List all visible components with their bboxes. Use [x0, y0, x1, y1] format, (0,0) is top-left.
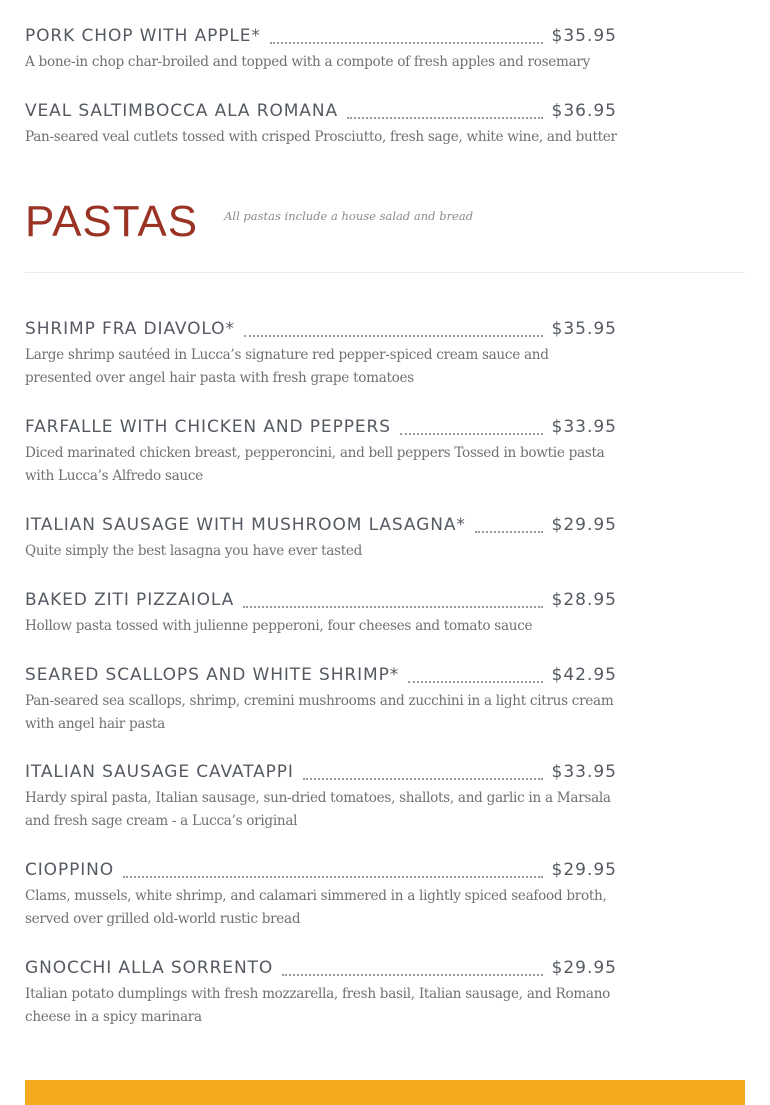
dot-leader	[400, 432, 543, 435]
menu-item-veal-saltimbocca	[25, 101, 617, 149]
menu-item-sausage-cavatappi	[25, 762, 617, 833]
dot-leader	[282, 973, 542, 976]
item-description: Diced marinated chicken breast, pepperoncini, and bell peppers Tossed in bowtie pasta with Lucca’s Alfredo sauce	[25, 445, 605, 484]
menu-item-header	[25, 958, 617, 980]
item-description: Italian potato dumplings with fresh mozzarella, fresh basil, Italian sausage, and Romano cheese in a spicy marinara	[25, 986, 611, 1025]
menu-item-header	[25, 417, 617, 439]
item-name: ITALIAN SAUSAGE WITH MUSHROOM LASAGNA*	[25, 515, 466, 535]
item-price: $29.95	[551, 860, 617, 880]
dot-leader	[270, 41, 543, 44]
menu-item-header	[25, 762, 617, 784]
item-description: Hardy spiral pasta, Italian sausage, sun-dried tomatoes, shallots, and garlic in a Marsala and fresh sage cream - a Lucca’s original	[25, 790, 611, 829]
dot-leader	[408, 680, 542, 683]
menu-item-cioppino	[25, 860, 617, 931]
dot-leader	[303, 777, 543, 780]
item-name: GNOCCHI ALLA SORRENTO	[25, 958, 274, 978]
menu-item-gnocchi	[25, 958, 617, 1029]
section-note: All pastas include a house salad and bread	[224, 209, 474, 223]
item-description: Quite simply the best lasagna you have ever tasted	[25, 543, 363, 559]
menu-item-shrimp-fra-diavolo	[25, 319, 617, 390]
menu-item-pork-chop	[25, 26, 617, 74]
dot-leader	[123, 875, 542, 878]
menu-item-header	[25, 515, 617, 537]
bottom-banner	[25, 1080, 745, 1105]
item-description: Hollow pasta tossed with julienne pepperoni, four cheeses and tomato sauce	[25, 618, 533, 634]
item-price: $28.95	[551, 590, 617, 610]
menu-item-header	[25, 26, 617, 48]
menu-item-baked-ziti	[25, 590, 617, 638]
item-name: ITALIAN SAUSAGE CAVATAPPI	[25, 762, 294, 782]
menu-item-scallops-shrimp	[25, 665, 617, 736]
menu-item-sausage-lasagna	[25, 515, 617, 563]
dot-leader	[475, 530, 543, 533]
item-name: SEARED SCALLOPS AND WHITE SHRIMP*	[25, 665, 400, 685]
item-name: BAKED ZITI PIZZAIOLA	[25, 590, 235, 610]
item-name: FARFALLE WITH CHICKEN AND PEPPERS	[25, 417, 391, 437]
item-price: $35.95	[551, 319, 617, 339]
item-description: Pan-seared veal cutlets tossed with crisped Prosciutto, fresh sage, white wine, and butter	[25, 129, 617, 145]
item-name: SHRIMP FRA DIAVOLO*	[25, 319, 235, 339]
item-name: PORK CHOP WITH APPLE*	[25, 26, 261, 46]
menu-item-header	[25, 101, 617, 123]
item-name: CIOPPINO	[25, 860, 115, 880]
item-price: $33.95	[551, 417, 617, 437]
section-divider	[25, 272, 745, 273]
dot-leader	[243, 605, 542, 608]
item-price: $42.95	[551, 665, 617, 685]
item-description: Large shrimp sautéed in Lucca’s signature red pepper-spiced cream sauce and presented over angel hair pasta with fresh grape tomatoes	[25, 347, 549, 386]
item-price: $35.95	[551, 26, 617, 46]
item-name: VEAL SALTIMBOCCA ALA ROMANA	[25, 101, 338, 121]
item-price: $29.95	[551, 958, 617, 978]
dot-leader	[244, 334, 543, 337]
item-description: Pan-seared sea scallops, shrimp, cremini mushrooms and zucchini in a light citrus cream with angel hair pasta	[25, 693, 614, 732]
item-price: $33.95	[551, 762, 617, 782]
menu-item-farfalle	[25, 417, 617, 488]
menu-item-header	[25, 590, 617, 612]
dot-leader	[347, 116, 543, 119]
item-price: $29.95	[551, 515, 617, 535]
menu-item-header	[25, 860, 617, 882]
menu-item-header	[25, 319, 617, 341]
pastas-section-header	[25, 196, 473, 248]
item-description: A bone-in chop char-broiled and topped with a compote of fresh apples and rosemary	[25, 54, 590, 70]
item-price: $36.95	[551, 101, 617, 121]
item-description: Clams, mussels, white shrimp, and calamari simmered in a lightly spiced seafood broth, served over grilled old-world rustic bread	[25, 888, 607, 927]
section-title: PASTAS	[25, 197, 199, 246]
menu-item-header	[25, 665, 617, 687]
